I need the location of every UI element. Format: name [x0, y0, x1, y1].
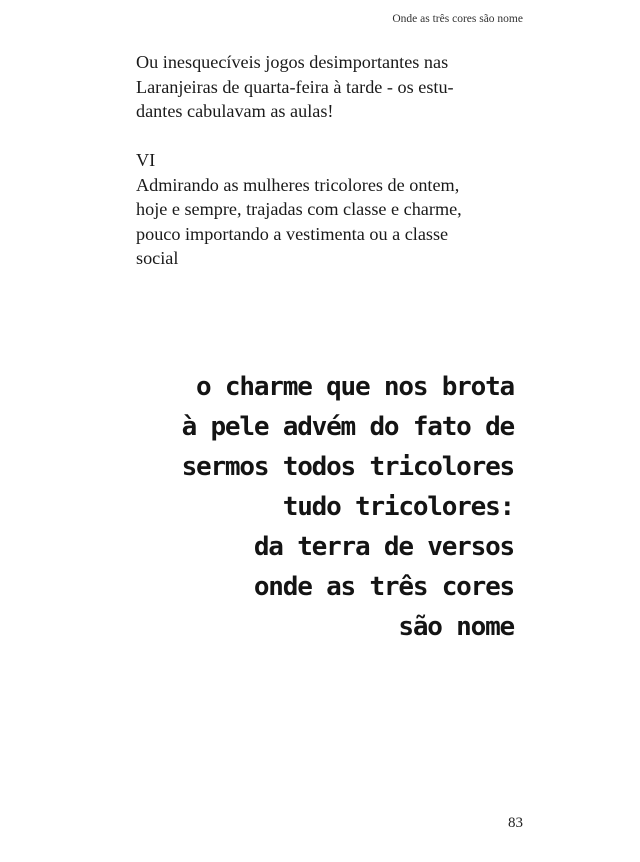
page-number: 83 — [508, 815, 523, 831]
poem-line: à pele advém do fato de — [181, 412, 514, 442]
prose-line: hoje e sempre, trajadas com classe e charme, — [136, 199, 462, 219]
poem-line: onde as três cores — [253, 572, 514, 602]
poem-line: tudo tricolores: — [282, 492, 514, 522]
prose-line: dantes cabulavam as aulas! — [136, 101, 334, 121]
poem-line: o charme que nos brota — [196, 372, 514, 402]
prose-line: Ou inesquecíveis jogos desimportantes nas — [136, 52, 449, 72]
prose-line: social — [136, 248, 179, 268]
prose-line: Laranjeiras de quarta-feira à tarde - os estu- — [136, 76, 454, 97]
prose-line: pouco importando a vestimenta ou a classe — [136, 223, 449, 244]
running-header: Onde as três cores são nome — [392, 13, 523, 25]
prose-block — [136, 50, 536, 271]
prose-line: Admirando as mulheres tricolores de ontem, — [136, 174, 460, 195]
section-label: VI — [136, 150, 156, 170]
poem-line: da terra de versos — [253, 532, 514, 562]
poem-line: são nome — [398, 612, 514, 642]
paragraph-gap — [136, 124, 536, 149]
poem-line: sermos todos tricolores — [181, 452, 514, 482]
poem-block — [182, 367, 514, 647]
